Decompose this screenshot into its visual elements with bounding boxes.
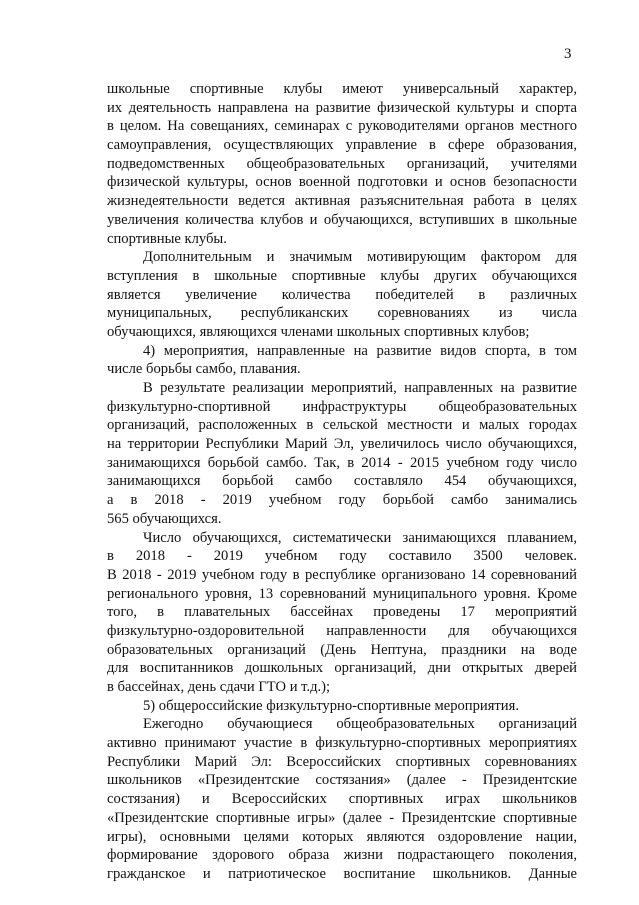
text-line: образовательных организаций (День Нептуна, праздники на воде [107,641,577,658]
text-line: 4) мероприятия, направленные на развитие видов спорта, в том [143,342,577,359]
text-line: организаций, расположенных в сельской местности и малых городах [107,417,577,434]
text-line: в бассейнах, день сдачи ГТО и т.д.); [107,679,331,695]
text-line: физической культуры, основ военной подготовки и основ безопасности [107,174,577,191]
text-line: В 2018 - 2019 учебном году в республике организовано 14 соревнований [107,566,577,583]
text-line: муниципальных, республиканских соревнованиях из числа [107,305,577,322]
text-line: спортивные клубы. [107,230,227,247]
text-line: на территории Республики Марий Эл, увеличилось число обучающихся, [107,436,577,453]
text-line: подведомственных общеобразовательных организаций, учителями [107,155,577,172]
text-line: для воспитанников дошкольных организаций, дни открытых дверей [107,660,577,677]
text-line: физкультурно-оздоровительной направленности для обучающихся [107,622,577,639]
page-number: 3 [564,46,572,62]
body-text [107,80,577,884]
text-line: активно принимают участие в физкультурно-спортивных мероприятиях [107,735,577,752]
text-line: 565 обучающихся. [107,510,222,527]
text-line: вступления в школьные спортивные клубы других обучающихся [107,267,577,284]
text-line: самоуправления, осуществляющих управление в сфере образования, [107,137,577,154]
text-line: «Президентские спортивные игры» (далее - Президентские спортивные [107,809,577,826]
text-line: того, в плавательных бассейнах проведены 17 мероприятий [107,604,577,621]
text-line: физкультурно-спортивной инфраструктуры общеобразовательных [107,398,577,415]
text-line: В результате реализации мероприятий, направленных на развитие [143,380,577,396]
text-line: гражданское и патриотическое воспитание школьников. Данные [107,865,577,882]
text-line: формирование здорового образа жизни подрастающего поколения, [107,847,577,864]
text-line: школьников «Президентские состязания» (далее - Президентские [107,772,577,789]
text-line: Дополнительным и значимым мотивирующим фактором для [143,249,577,266]
text-line: жизнедеятельности ведется активная разъяснительная работа в целях [107,193,577,210]
text-line: Республики Марий Эл: Всероссийских спортивных соревнованиях [107,753,577,770]
text-line: является увеличение количества победителей в различных [107,286,577,303]
text-line: в целом. На совещаниях, семинарах с руководителями органов местного [107,118,577,135]
text-line: Ежегодно обучающиеся общеобразовательных организаций [143,716,577,733]
text-line: обучающихся, являющихся членами школьных спортивных клубов; [107,323,530,340]
text-line: занимающихся борьбой самбо составляло 454 обучающихся, [107,473,577,490]
text-line: их деятельность направлена на развитие физической культуры и спорта [107,99,577,116]
text-line: а в 2018 - 2019 учебном году борьбой самбо занимались [107,492,577,509]
text-line: занимающихся борьбой самбо. Так, в 2014 - 2015 учебном году число [107,454,577,471]
text-line: увеличения количества клубов и обучающихся, вступивших в школьные [107,211,577,228]
text-line: школьные спортивные клубы имеют универсальный характер, [107,81,577,97]
text-line: регионального уровня, 13 соревнований муниципального уровня. Кроме [107,585,577,602]
text-line: числе борьбы самбо, плавания. [107,361,301,378]
text-line: 5) общероссийские физкультурно-спортивные мероприятия. [143,697,519,714]
text-line: игры), основными целями которых являются оздоровление нации, [107,828,577,845]
text-line: Число обучающихся, систематически занимающихся плаванием, [143,529,577,546]
text-line: состязания) и Всероссийских спортивных играх школьников [107,791,577,808]
text-line: в 2018 - 2019 учебном году составило 3500 человек. [107,548,577,565]
